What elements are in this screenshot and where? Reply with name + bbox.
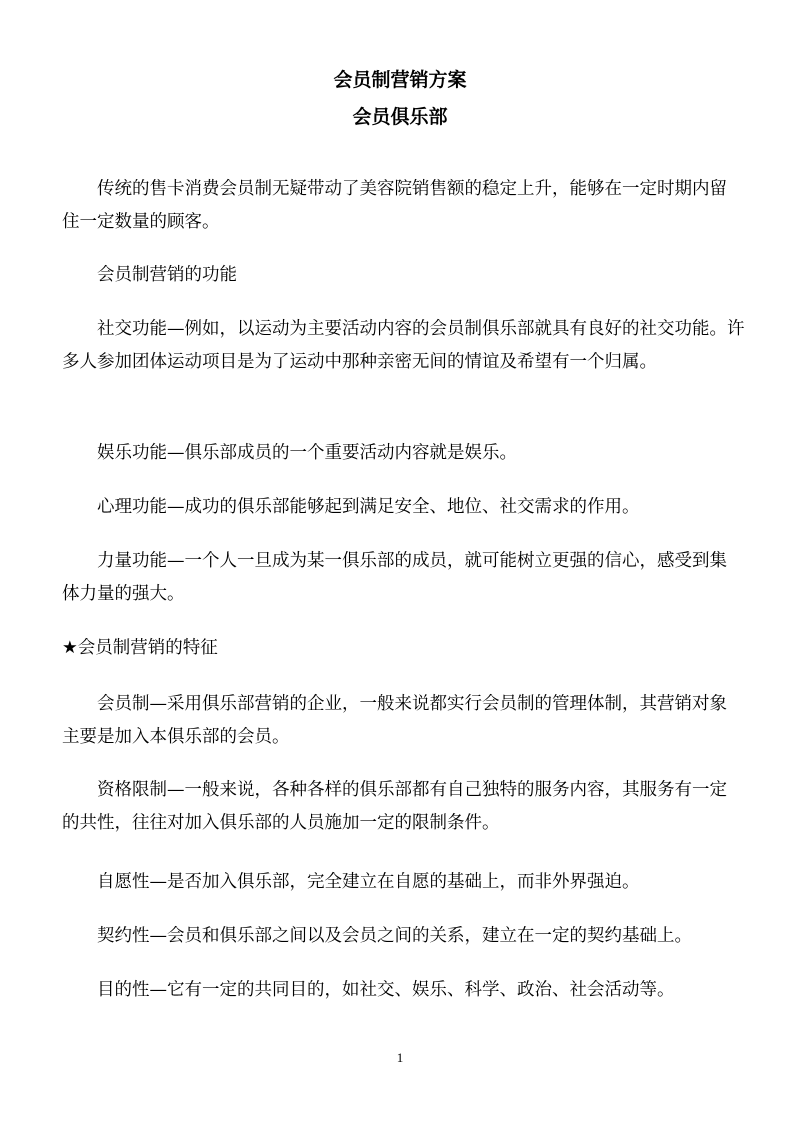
paragraph-entertainment-function: 娱乐功能—俱乐部成员的一个重要活动内容就是娱乐。: [97, 443, 517, 463]
paragraph-contractual: 契约性—会员和俱乐部之间以及会员之间的关系，建立在一定的契约基础上。: [97, 926, 692, 946]
section-heading-features: [62, 632, 744, 665]
page-number: 1: [396, 1050, 404, 1065]
paragraph-social-function: 社交功能—例如，以运动为主要活动内容的会员制俱乐部就具有良好的社交功能。许多人参加团体运动项目是为了运动中那种亲密无间的情谊及希望有一个归属。: [62, 319, 745, 372]
paragraph-membership: 会员制—采用俱乐部营销的企业，一般来说都实行会员制的管理体制，其营销对象主要是加入本俱乐部的会员。: [62, 694, 727, 747]
document-title: 会员制营销方案: [333, 69, 467, 91]
paragraph-purpose: 目的性—它有一定的共同目的，如社交、娱乐、科学、政治、社会活动等。: [97, 980, 675, 1000]
paragraph-voluntary: 自愿性—是否加入俱乐部，完全建立在自愿的基础上，而非外界强迫。: [97, 872, 640, 892]
paragraph-power-function: 力量功能—一个人一旦成为某一俱乐部的成员，就可能树立更强的信心，感受到集体力量的强大。: [62, 551, 727, 604]
section-heading-functions: 会员制营销的功能: [97, 265, 237, 285]
paragraph-qualification: 资格限制—一般来说，各种各样的俱乐部都有自己独特的服务内容，其服务有一定的共性，往往对加入俱乐部的人员施加一定的限制条件。: [62, 780, 727, 833]
paragraph-psychological-function: 心理功能—成功的俱乐部能够起到满足安全、地位、社交需求的作用。: [97, 497, 640, 517]
document-subtitle: 会员俱乐部: [352, 106, 448, 128]
section-heading-features-text: 会员制营销的特征: [77, 638, 218, 658]
star-icon: ★: [62, 638, 78, 658]
paragraph-intro: 传统的售卡消费会员制无疑带动了美容院销售额的稳定上升，能够在一定时期内留住一定数量的顾客。: [62, 179, 727, 232]
